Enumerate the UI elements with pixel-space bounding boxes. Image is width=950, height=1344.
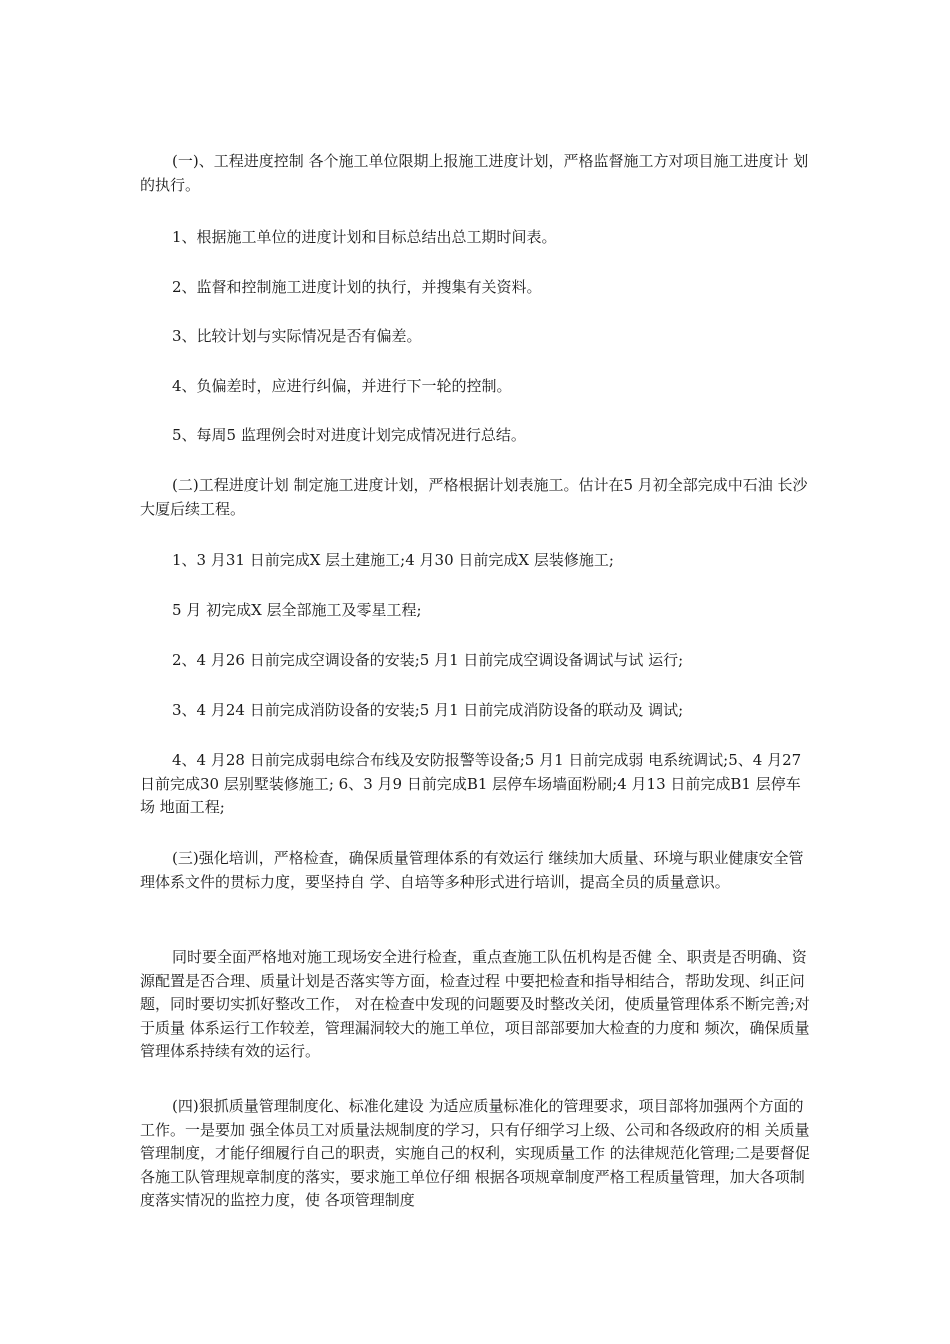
section-heading-schedule-plan: (二)工程进度计划 制定施工进度计划，严格根据计划表施工。估计在5 月初全部完成中石油 长沙大厦后续工程。 xyxy=(140,476,808,518)
list-item: 3、4 月24 日前完成消防设备的安装;5 月1 日前完成消防设备的联动及 调试; xyxy=(172,701,684,719)
section-heading-training: (三)强化培训，严格检查，确保质量管理体系的有效运行 继续加大质量、环境与职业健康安全管理体系文件的贯标力度，要坚持自 学、自培等多种形式进行培训，提高全员的质量意识。 xyxy=(140,849,804,891)
list-item: 1、3 月31 日前完成X 层土建施工;4 月30 日前完成X 层装修施工; xyxy=(172,551,614,569)
section-heading-quality-system: (四)狠抓质量管理制度化、标准化建设 为适应质量标准化的管理要求，项目部将加强两个方面的工作。一是要加 强全体员工对质量法规制度的学习，只有仔细学习上级、公司和各级政府的相 关质量管理制度，才能仔细履行自己的职责，实施自己的权利，实现质量工作 的法律规范化管理;二是要督促各施工队管理规章制度的落实，要求施工单位仔细 根据各项规章制度严格工程质量管理，加大各项制度落实情况的监控力度，使 各项管理制度 xyxy=(140,1097,810,1209)
list-item: 4、负偏差时，应进行纠偏，并进行下一轮的控制。 xyxy=(172,377,512,395)
list-item: 2、4 月26 日前完成空调设备的安装;5 月1 日前完成空调设备调试与试 运行; xyxy=(172,651,684,669)
list-item: 1、根据施工单位的进度计划和目标总结出总工期时间表。 xyxy=(172,228,557,246)
section-heading-schedule-control: (一)、工程进度控制 各个施工单位限期上报施工进度计划，严格监督施工方对项目施工进度计 划的执行。 xyxy=(140,152,809,194)
list-item: 4、4 月28 日前完成弱电综合布线及安防报警等设备;5 月1 日前完成弱 电系统调试;5、4 月27 日前完成30 层别墅装修施工; 6、3 月9 日前完成B1 层停车场墙面粉刷;4 月13 日前完成B1 层停车场 地面工程; xyxy=(140,751,802,816)
list-item: 5、每周5 监理例会时对进度计划完成情况进行总结。 xyxy=(172,426,526,444)
list-item: 3、比较计划与实际情况是否有偏差。 xyxy=(172,327,422,345)
list-item: 2、监督和控制施工进度计划的执行，并搜集有关资料。 xyxy=(172,278,542,296)
body-paragraph: 同时要全面严格地对施工现场安全进行检查，重点查施工队伍机构是否健 全、职责是否明确、资源配置是否合理、质量计划是否落实等方面，检查过程 中要把检查和指导相结合，帮助发现、纠正问题，同时要切实抓好整改工作， 对在检查中发现的问题要及时整改关闭，使质量管理体系不断完善;对于质量 体系运行工作较差，管理漏洞较大的施工单位，项目部部要加大检查的力度和 频次，确保质量管理体系持续有效的运行。 xyxy=(140,948,810,1060)
list-item: 5 月 初完成X 层全部施工及零星工程; xyxy=(172,601,422,619)
